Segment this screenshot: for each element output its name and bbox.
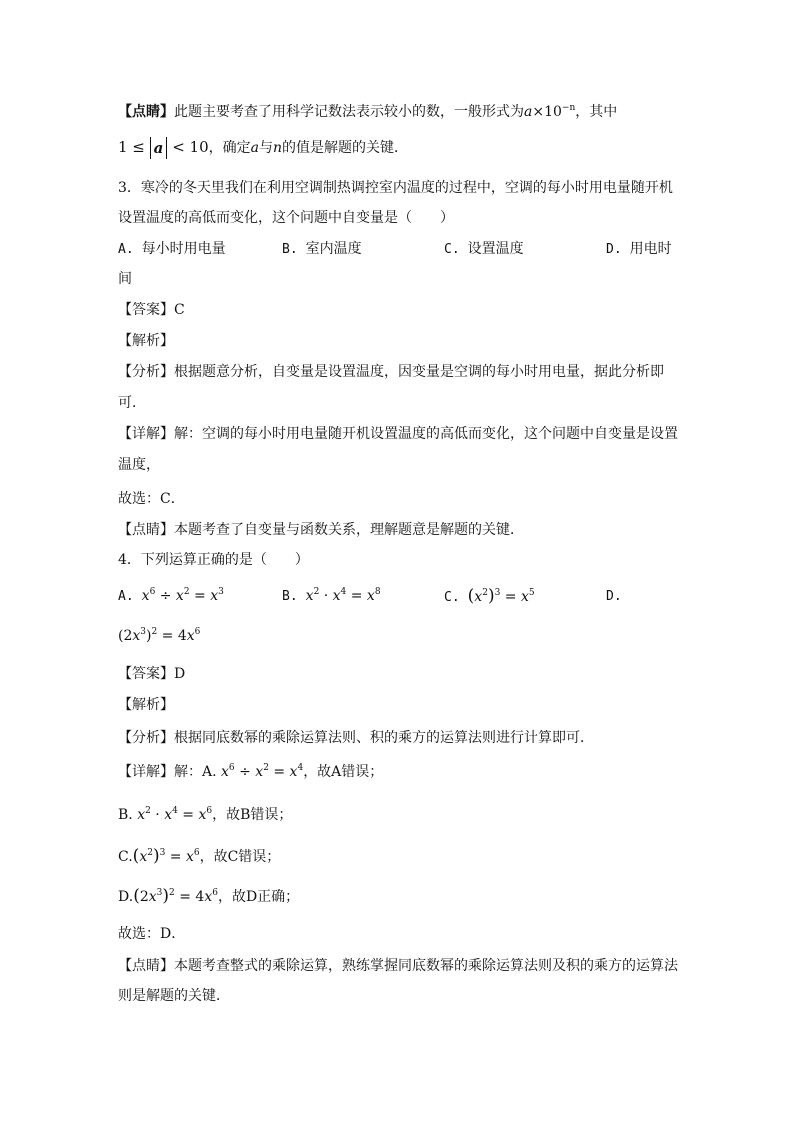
q3-detail-line-2: 温度， bbox=[118, 457, 160, 473]
q3-option-a-label: A. bbox=[118, 242, 134, 257]
q4-option-d bbox=[606, 586, 630, 607]
q3-option-b-text: 室内温度 bbox=[305, 241, 362, 257]
q3-option-c-text: 设置温度 bbox=[467, 241, 524, 257]
sci-notation-times-ten: ×10 bbox=[532, 104, 562, 120]
q4-option-a-formula: $x^6 \div x^2 = x^3$ bbox=[141, 587, 224, 604]
inequality-left: 1 ≤ bbox=[118, 138, 145, 156]
q4-note-line-1 bbox=[118, 956, 678, 976]
q3-note-text: 本题考查了自变量与函数关系，理解题意是解题的关键． bbox=[174, 522, 524, 538]
q4-detail-a bbox=[118, 762, 383, 782]
q3-option-b-label: B. bbox=[282, 242, 298, 257]
q3-detail-line-1 bbox=[118, 424, 678, 444]
q3-note-label: 【点睛】 bbox=[118, 522, 174, 538]
q4-detail-b bbox=[118, 805, 292, 825]
q3-choose: 故选：C． bbox=[118, 491, 185, 507]
q3-option-d bbox=[606, 239, 672, 260]
q4-option-d-formula: $(2x^3)^2 = 4x^6$ bbox=[118, 627, 201, 644]
q4-analysis-text: 根据同底数幂的乘除运算法则、积的乘方的运算法则进行计算即可． bbox=[174, 730, 594, 746]
var-a: a bbox=[250, 140, 259, 156]
determine-text: ，确定 bbox=[208, 140, 251, 156]
q4-option-d-label: D. bbox=[606, 589, 622, 604]
q4-analysis-label: 【分析】 bbox=[118, 730, 174, 746]
key-point-text: 此题主要考查了用科学记数法表示较小的数，一般形式为 bbox=[174, 104, 524, 120]
key-point-tail: ，其中 bbox=[575, 104, 618, 120]
q4-analysis bbox=[118, 728, 594, 748]
q4-option-c-label: C. bbox=[444, 590, 460, 605]
q3-detail-label: 【详解】 bbox=[118, 426, 174, 442]
q3-analysis-label: 【分析】 bbox=[118, 364, 174, 380]
q4-option-a-label: A. bbox=[118, 589, 134, 604]
q4-note-label: 【点睛】 bbox=[118, 958, 174, 974]
var-n: n bbox=[272, 140, 283, 156]
q3-jiexi: 【解析】 bbox=[118, 333, 174, 349]
q4-note-text: 本题考查整式的乘除运算，熟练掌握同底数幂的乘除运算法则及积的乘方的运算法 bbox=[174, 958, 678, 974]
q4-detail-a-tail: ，故A错误； bbox=[303, 764, 384, 780]
q4-detail-b-prefix: B. bbox=[118, 807, 133, 823]
q4-detail-a-formula: $x^6 \div x^2 = x^4$ bbox=[216, 763, 304, 780]
q3-option-a-text: 每小时用电量 bbox=[141, 241, 226, 257]
q4-detail-d-formula: $(2x^3)^2 = 4x^6$ bbox=[133, 886, 218, 906]
q4-detail-d-prefix: D. bbox=[118, 889, 134, 905]
q3-analysis-text: 根据题意分析，自变量是设置温度，因变量是空调的每小时用电量，据此分析即 bbox=[174, 364, 664, 380]
q3-option-b bbox=[282, 239, 362, 260]
q4-detail-c-formula: $(x^2)^3 = x^6$ bbox=[132, 846, 200, 866]
key-point-line-1 bbox=[118, 102, 617, 122]
key-text: 的值是解题的关键． bbox=[282, 140, 409, 156]
q3-option-d-text: 用电时 bbox=[629, 241, 672, 257]
q4-detail-label: 【详解】 bbox=[118, 764, 174, 780]
abs-value-a: a bbox=[150, 137, 168, 159]
q4-detail-d-tail: ，故D正确； bbox=[217, 889, 300, 905]
q3-line-1: 3．寒冷的冬天里我们在利用空调制热调控室内温度的过程中，空调的每小时用电量随开机 bbox=[118, 180, 673, 196]
q3-detail-text: 解：空调的每小时用电量随开机设置温度的高低而变化，这个问题中自变量是设置 bbox=[174, 426, 678, 442]
q4-answer: 【答案】D bbox=[118, 666, 186, 682]
q4-detail-b-formula: $x^2 \cdot x^4 = x^6$ bbox=[132, 806, 213, 823]
q4-option-a bbox=[118, 586, 224, 607]
q3-option-d-label: D. bbox=[606, 242, 622, 257]
sci-notation-a: a bbox=[524, 104, 533, 120]
q4-title: 4．下列运算正确的是（ ） bbox=[118, 552, 309, 568]
q4-detail-d bbox=[118, 886, 299, 907]
q4-option-b-label: B. bbox=[282, 589, 298, 604]
q3-option-c-label: C. bbox=[444, 242, 460, 257]
q3-answer: 【答案】C bbox=[118, 302, 185, 318]
q4-detail-c-prefix: C. bbox=[118, 849, 133, 865]
q4-detail-c bbox=[118, 846, 280, 867]
q4-option-c bbox=[444, 586, 535, 608]
q3-option-a bbox=[118, 239, 226, 260]
and-text: 与 bbox=[258, 140, 273, 156]
q4-detail-a-prefix: 解：A. bbox=[174, 764, 217, 780]
key-point-label: 【点睛】 bbox=[118, 104, 174, 120]
q4-choose: 故选：D． bbox=[118, 926, 186, 942]
q3-option-c bbox=[444, 239, 524, 260]
q3-line-2: 设置温度的高低而变化，这个问题中自变量是（ ） bbox=[118, 210, 454, 226]
q4-jiexi: 【解析】 bbox=[118, 697, 174, 713]
q4-detail-c-tail: ，故C错误； bbox=[199, 849, 281, 865]
q4-option-b bbox=[282, 586, 381, 607]
q3-note bbox=[118, 520, 524, 540]
q3-option-d-wrap: 间 bbox=[118, 271, 132, 287]
sci-notation-exponent: −n bbox=[561, 103, 576, 113]
q4-detail-b-tail: ，故B错误； bbox=[212, 807, 293, 823]
inequality-right: < 10 bbox=[172, 138, 209, 156]
q4-note-line-2: 则是解题的关键． bbox=[118, 988, 230, 1004]
q3-analysis-line-2: 可． bbox=[118, 395, 146, 411]
q4-option-c-formula: $(x^2)^3 = x^5$ bbox=[467, 586, 535, 606]
key-point-line-2 bbox=[118, 137, 408, 159]
q4-option-b-formula: $x^2 \cdot x^4 = x^8$ bbox=[305, 587, 381, 604]
q3-analysis-line-1 bbox=[118, 362, 664, 382]
